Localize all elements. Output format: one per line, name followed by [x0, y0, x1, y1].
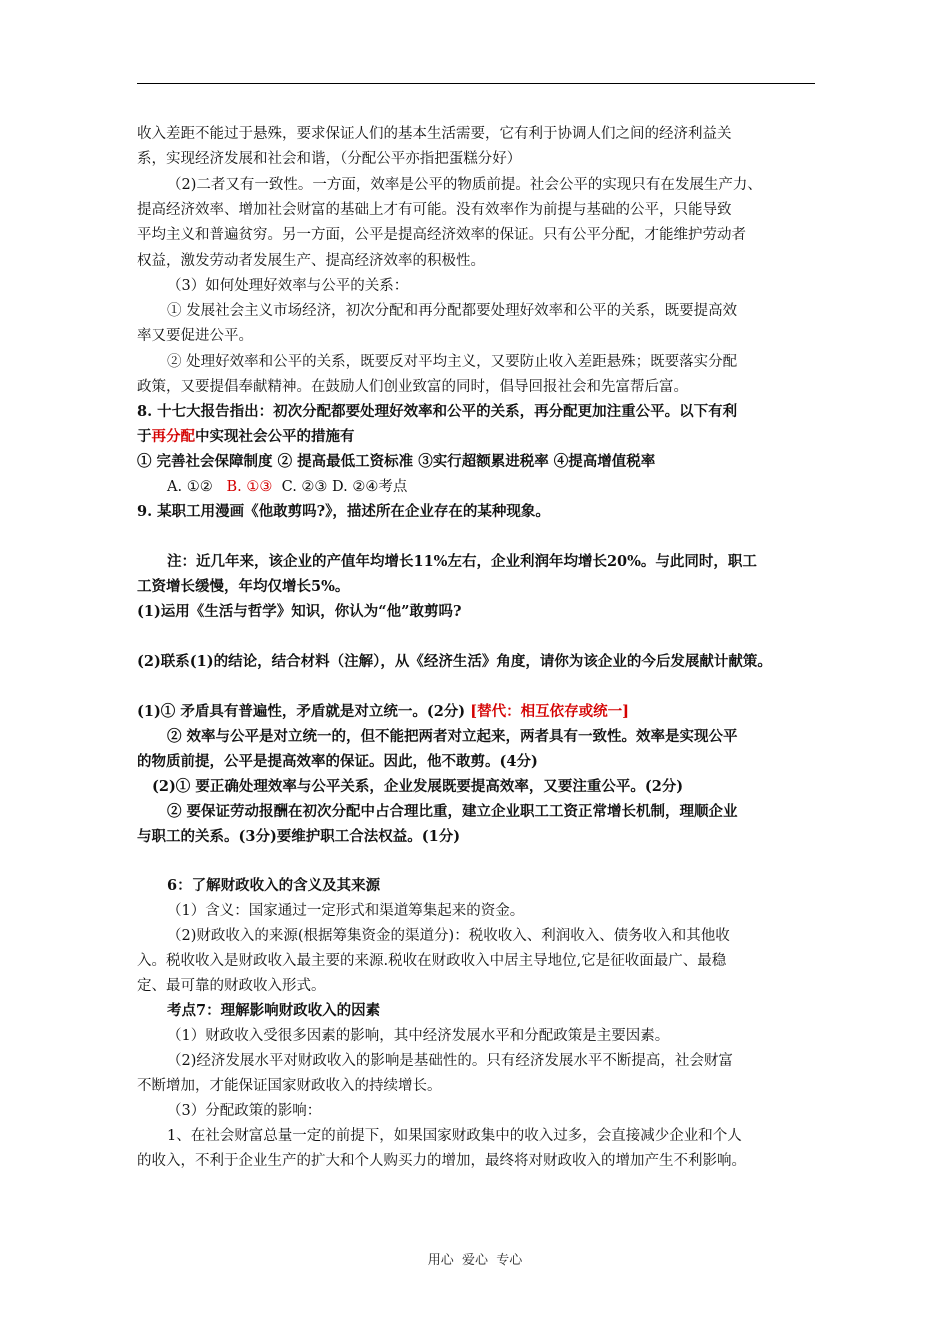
header-rule [137, 83, 815, 84]
text-line: ① 发展社会主义市场经济，初次分配和再分配都要处理好效率和公平的关系，既要提高效 [167, 303, 738, 319]
text-line: （2)二者又有一致性。一方面，效率是公平的物质前提。社会公平的实现只有在发展生产力、 [167, 177, 762, 193]
answer-1: (1)① 矛盾具有普遍性，矛盾就是对立统一。(2分) [替代：相互依存或统一] [137, 703, 629, 720]
answer-1-point-2-cont: 的物质前提，公平是提高效率的保证。因此，他不敢剪。(4分) [137, 753, 538, 770]
question-8-stem: 8. 十七大报告指出：初次分配都要处理好效率和公平的关系，再分配更加注重公平。以下有利 [137, 403, 738, 420]
text-line: 系，实现经济发展和社会和谐，（分配公平亦指把蛋糕分好） [137, 151, 522, 167]
text-line: 1、在社会财富总量一定的前提下，如果国家财政集中的收入过多，会直接减少企业和个人 [167, 1128, 742, 1144]
section-7-heading: 考点7：理解影响财政收入的因素 [167, 1002, 381, 1019]
text-line: 率又要促进公平。 [137, 328, 253, 344]
text-line: 收入差距不能过于悬殊，要求保证人们的基本生活需要，它有利于协调人们之间的经济利益关 [137, 126, 732, 142]
option-a: A. ①② [167, 479, 213, 495]
question-9-part-1: (1)运用《生活与哲学》知识，你认为“他”敢剪吗? [137, 603, 462, 620]
text-line: 不断增加，才能保证国家财政收入的持续增长。 [137, 1078, 442, 1094]
text-line: 定、最可靠的财政收入形式。 [137, 978, 326, 994]
text-line: 平均主义和普遍贫穷。另一方面，公平是提高经济效率的保证。只有公平分配，才能维护劳动者 [137, 227, 746, 243]
text-line: ② 处理好效率和公平的关系，既要反对平均主义，又要防止收入差距悬殊；既要落实分配 [167, 354, 738, 370]
answer-2: (2)① 要正确处理效率与公平关系，企业发展既要提高效率，又要注重公平。(2分) [152, 778, 684, 795]
option-c-d: C. ②③ D. ②④考点 [281, 479, 408, 495]
text-line: 权益，激发劳动者发展生产、提高经济效率的积极性。 [137, 253, 485, 269]
question-8-stem-cont: 于再分配中实现社会公平的措施有 [137, 428, 355, 445]
question-9-note-cont: 工资增长缓慢，年均仅增长5%。 [137, 578, 350, 595]
option-b-answer: B. ①③ [226, 479, 273, 495]
question-9-part-2: (2)联系(1)的结论，结合材料（注解），从《经济生活》角度，请你为该企业的今后发展献计献策。 [137, 653, 772, 670]
text-line: （2)经济发展水平对财政收入的影响是基础性的。只有经济发展水平不断提高，社会财富 [167, 1053, 733, 1069]
section-6-heading: 6：了解财政收入的含义及其来源 [167, 877, 381, 894]
question-8-statements: ① 完善社会保障制度 ② 提高最低工资标准 ③实行超额累进税率 ④提高增值税率 [137, 453, 656, 470]
text-line: （1）含义：国家通过一定形式和渠道筹集起来的资金。 [167, 903, 525, 919]
text-line: 入。税收收入是财政收入最主要的来源.税收在财政收入中居主导地位,它是征收面最广、最稳 [137, 953, 727, 969]
answer-1-point-2: ② 效率与公平是对立统一的，但不能把两者对立起来，两者具有一致性。效率是实现公平 [167, 728, 738, 745]
highlight-keyword: 再分配 [151, 428, 195, 445]
text-line: 的收入，不利于企业生产的扩大和个人购买力的增加，最终将对财政收入的增加产生不利影响。 [137, 1153, 746, 1169]
question-9-stem: 9. 某职工用漫画《他敢剪吗?》，描述所在企业存在的某种现象。 [137, 503, 550, 520]
text-line: （2)财政收入的来源(根据筹集资金的渠道分)：税收收入、利润收入、债务收入和其他收 [167, 928, 730, 944]
text-line: （3）分配政策的影响： [167, 1103, 322, 1119]
text-line: 提高经济效率、增加社会财富的基础上才有可能。没有效率作为前提与基础的公平，只能导致 [137, 202, 732, 218]
question-9-note: 注：近几年来，该企业的产值年均增长11%左右，企业利润年均增长20%。与此同时，职工 [167, 553, 757, 570]
answer-annotation: [替代：相互依存或统一] [470, 703, 629, 720]
page-footer: 用心 爱心 专心 [427, 1253, 523, 1268]
answer-2-point-2-cont: 与职工的关系。(3分)要维护职工合法权益。(1分) [137, 828, 461, 845]
question-8-options [167, 477, 407, 497]
text-line: （1）财政收入受很多因素的影响，其中经济发展水平和分配政策是主要因素。 [167, 1028, 670, 1044]
text-line: 政策，又要提倡奉献精神。在鼓励人们创业致富的同时，倡导回报社会和先富帮后富。 [137, 379, 688, 395]
text-line: （3）如何处理好效率与公平的关系： [167, 278, 409, 294]
answer-2-point-2: ② 要保证劳动报酬在初次分配中占合理比重，建立企业职工工资正常增长机制，理顺企业 [167, 803, 738, 820]
